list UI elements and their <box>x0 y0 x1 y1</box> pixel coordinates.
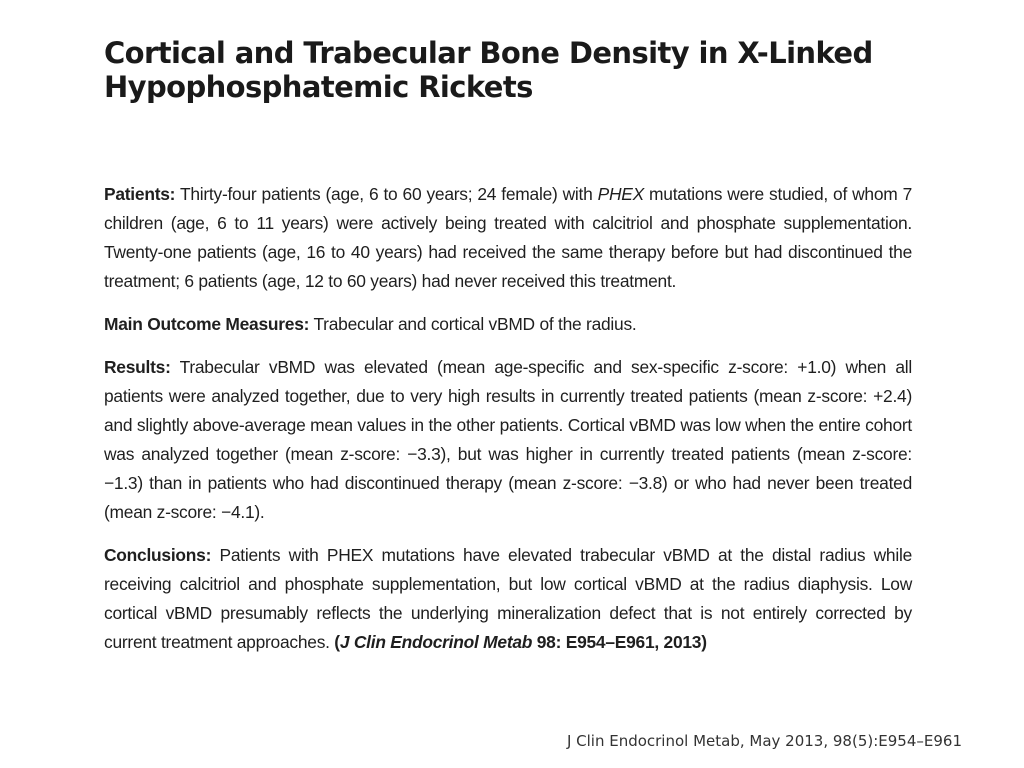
conclusions-text: Patients with PHEX mutations have elevated trabecular vBMD at the distal radius while receiving calcitriol and phosphate supplementation, but low cortical vBMD at the radius diaphysis. Low cortical vBMD presumably reflects the underlying mineralization defect that is not entirely corrected by current treatment approaches. <box>104 545 912 652</box>
patients-paragraph <box>104 180 912 296</box>
citation-rest: 98: E954–E961, 2013) <box>532 632 707 652</box>
footer-citation: J Clin Endocrinol Metab, May 2013, 98(5):E954–E961 <box>566 732 962 750</box>
citation <box>334 632 706 652</box>
results-text: Trabecular vBMD was elevated (mean age-specific and sex-specific z-score: +1.0) when all patients were analyzed together, due to very high results in currently treated patients (mean z-score: +2.4) and slightly above-average mean values in the other patients. Cortical vBMD was low when the entire cohort was analyzed together (mean z-score: −3.3), but was higher in currently treated patients (mean z-score: −1.3) than in patients who had discontinued therapy (mean z-score: −3.8) or who had never been treated (mean z-score: −4.1). <box>104 357 912 522</box>
results-paragraph <box>104 353 912 527</box>
measures-label: Main Outcome Measures: <box>104 314 310 334</box>
conclusions-paragraph <box>104 541 912 657</box>
patients-gene: PHEX <box>597 184 644 204</box>
patients-text-b: mutations were studied, of whom 7 children (age, 6 to 11 years) were actively being treated with calcitriol and phosphate supplementation. Twenty-one patients (age, 16 to 40 years) had received the same therapy before but had discontinued the treatment; 6 patients (age, 12 to 60 years) had never received this treatment. <box>104 184 912 291</box>
patients-label: Patients: <box>104 184 176 204</box>
citation-open: ( <box>334 632 340 652</box>
measures-text: Trabecular and cortical vBMD of the radius. <box>309 314 637 334</box>
conclusions-label: Conclusions: <box>104 545 212 565</box>
abstract <box>104 180 912 671</box>
results-label: Results: <box>104 357 171 377</box>
citation-journal: J Clin Endocrinol Metab <box>339 632 533 652</box>
patients-text-a: Thirty-four patients (age, 6 to 60 years; 24 female) with <box>175 184 598 204</box>
paper-title: Cortical and Trabecular Bone Density in X-Linked Hypophosphatemic Rickets <box>104 36 873 104</box>
measures-paragraph <box>104 310 912 339</box>
